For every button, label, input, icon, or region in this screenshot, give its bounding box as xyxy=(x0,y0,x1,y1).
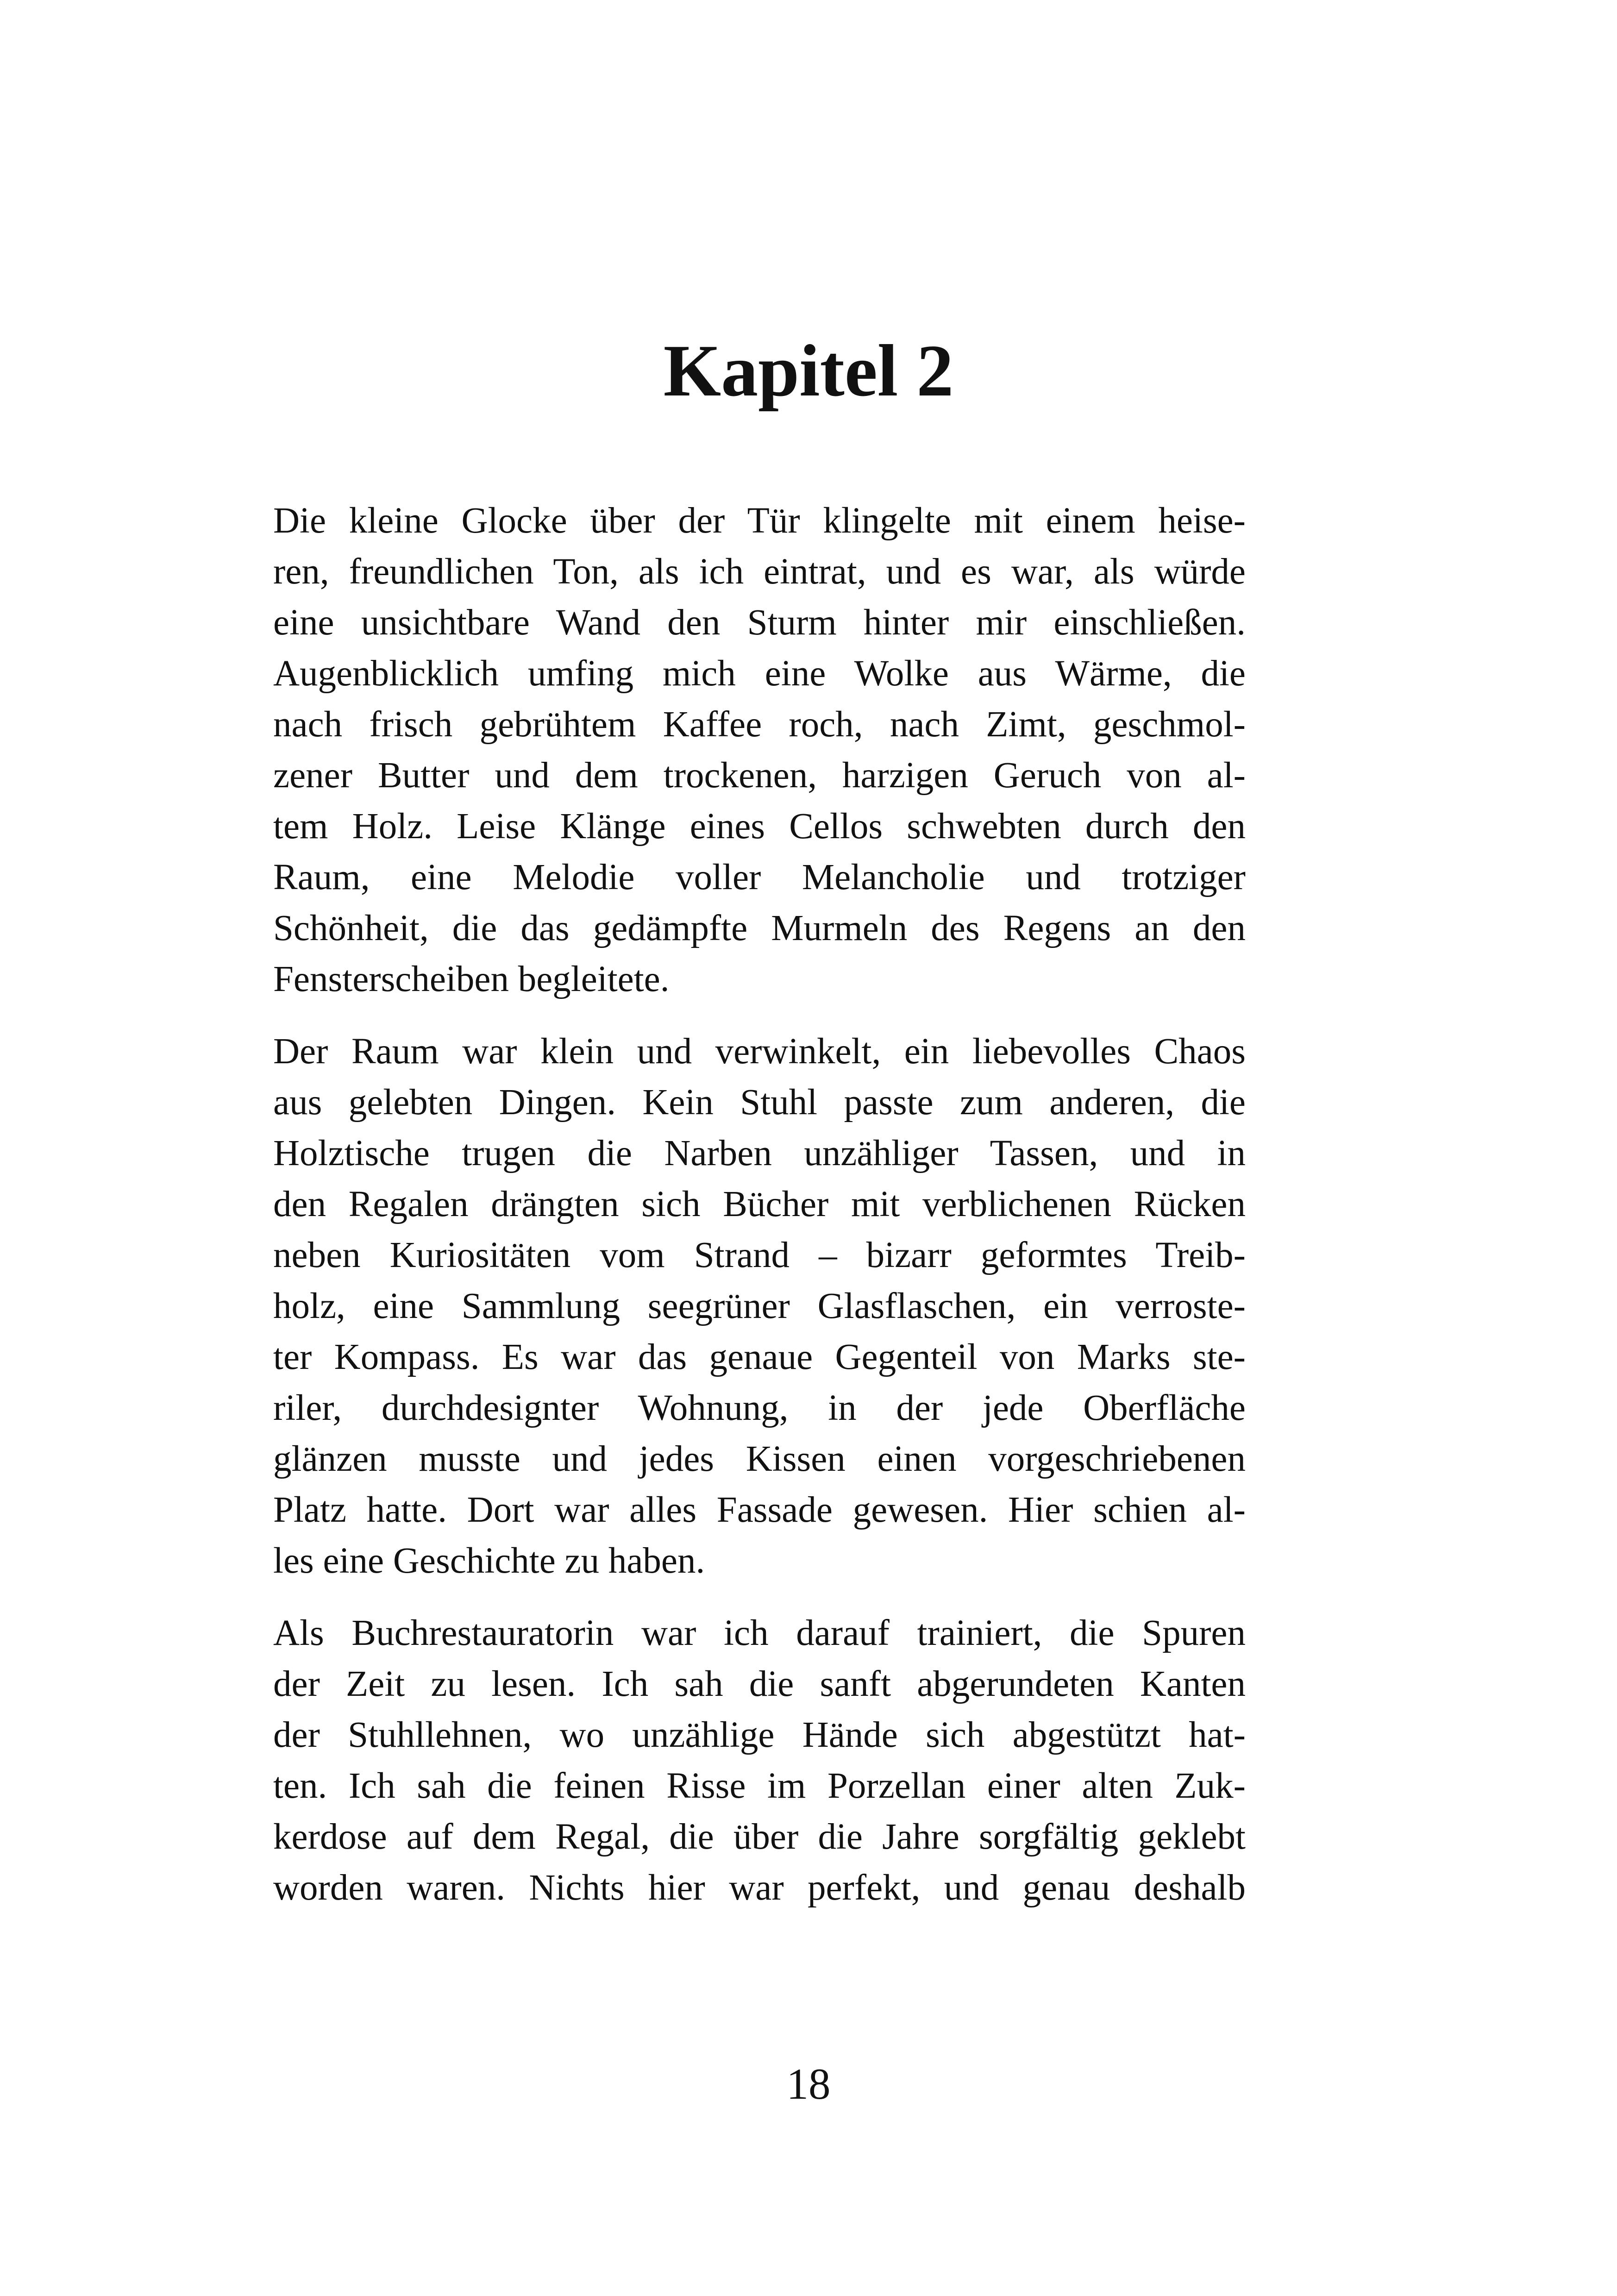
text-line: ren, freundlichen Ton, als ich eintrat, und es war, als würde xyxy=(273,552,1246,592)
page-number: 18 xyxy=(786,2059,831,2108)
text-line: Platz hatte. Dort war alles Fassade gewesen. Hier schien al- xyxy=(273,1490,1246,1530)
text-line: aus gelebten Dingen. Kein Stuhl passte zum anderen, die xyxy=(273,1082,1246,1123)
text-line: Schönheit, die das gedämpfte Murmeln des Regens an den xyxy=(273,908,1246,948)
text-line: Holztische trugen die Narben unzähliger Tassen, und in xyxy=(273,1133,1246,1173)
text-line: Als Buchrestauratorin war ich darauf trainiert, die Spuren xyxy=(273,1613,1246,1653)
text-line: nach frisch gebrühtem Kaffee roch, nach Zimt, geschmol- xyxy=(273,704,1246,745)
text-line: der Zeit zu lesen. Ich sah die sanft abgerundeten Kanten xyxy=(273,1664,1246,1704)
text-line: Raum, eine Melodie voller Melancholie und trotziger xyxy=(273,857,1246,897)
text-line: worden waren. Nichts hier war perfekt, und genau deshalb xyxy=(273,1868,1246,1908)
text-line: den Regalen drängten sich Bücher mit verblichenen Rücken xyxy=(273,1184,1246,1224)
text-line: neben Kuriositäten vom Strand – bizarr geformtes Treib- xyxy=(273,1235,1246,1275)
text-line: der Stuhllehnen, wo unzählige Hände sich abgestützt hat- xyxy=(273,1715,1246,1755)
text-line: Die kleine Glocke über der Tür klingelte mit einem heise- xyxy=(273,501,1246,541)
text-line: holz, eine Sammlung seegrüner Glasflaschen, ein verroste- xyxy=(273,1286,1246,1326)
text-line: Augenblicklich umfing mich eine Wolke aus Wärme, die xyxy=(273,653,1246,694)
text-line: ten. Ich sah die feinen Risse im Porzellan einer alten Zuk- xyxy=(273,1766,1246,1806)
text-line: tem Holz. Leise Klänge eines Cellos schwebten durch den xyxy=(273,806,1246,847)
text-line: Fensterscheiben begleitete. xyxy=(273,959,670,999)
text-line: zener Butter und dem trockenen, harzigen Geruch von al- xyxy=(273,755,1246,796)
text-line: les eine Geschichte zu haben. xyxy=(273,1541,705,1581)
text-line: ter Kompass. Es war das genaue Gegenteil von Marks ste- xyxy=(273,1337,1246,1377)
text-line: kerdose auf dem Regal, die über die Jahre sorgfältig geklebt xyxy=(273,1817,1246,1857)
body-text xyxy=(273,496,1246,1913)
paragraph-1 xyxy=(273,496,1246,1005)
paragraph-2 xyxy=(273,1026,1246,1587)
text-line: Der Raum war klein und verwinkelt, ein liebevolles Chaos xyxy=(273,1031,1246,1072)
text-line: glänzen musste und jedes Kissen einen vorgeschriebenen xyxy=(273,1439,1246,1479)
paragraph-3 xyxy=(273,1608,1246,1913)
chapter-title: Kapitel 2 xyxy=(663,329,954,412)
text-line: riler, durchdesignter Wohnung, in der jede Oberfläche xyxy=(273,1388,1246,1428)
text-line: eine unsichtbare Wand den Sturm hinter mir einschließen. xyxy=(273,602,1246,643)
